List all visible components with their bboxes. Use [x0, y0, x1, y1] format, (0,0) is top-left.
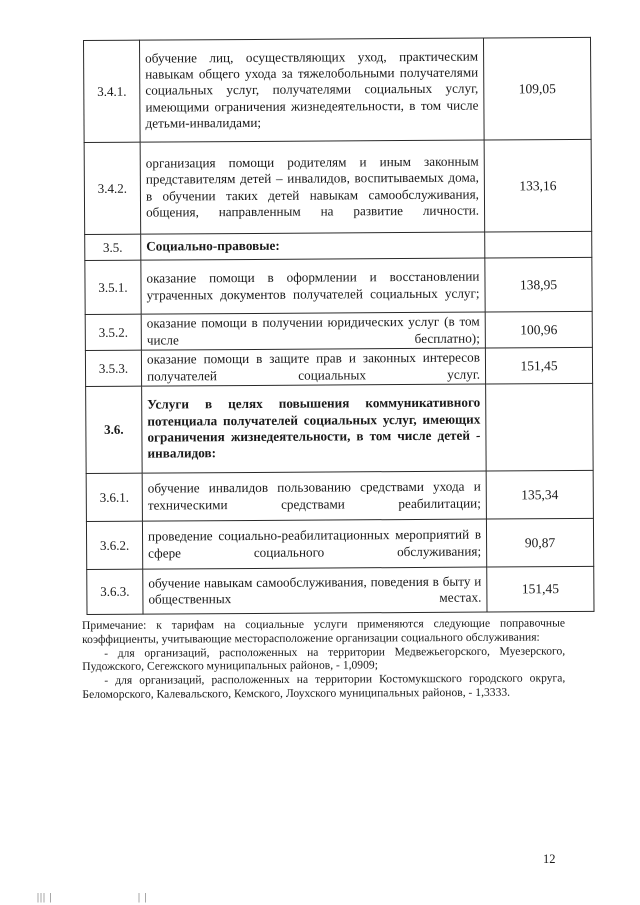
- row-tariff-value: 100,96: [485, 311, 592, 348]
- row-tariff-value: 151,45: [485, 347, 592, 384]
- section-heading: Социально-правовые:: [141, 232, 485, 260]
- note-item-2: - для организаций, расположенных на территории Костомукшского городского округа, Беломорского, Калевальского, Кемского, Лоухского муниципальных районов, - 1,3333.: [82, 671, 566, 701]
- section-number: 3.6.: [86, 386, 143, 473]
- table-row-section: [86, 383, 594, 473]
- row-number: 3.5.3.: [85, 350, 141, 386]
- tariff-table: [83, 37, 595, 615]
- row-tariff-value: 109,05: [483, 37, 591, 140]
- row-tariff-value: 151,45: [487, 566, 594, 612]
- table-row: [86, 518, 593, 569]
- scan-mark: ||| |: [37, 892, 53, 903]
- row-number: 3.6.1.: [86, 473, 142, 521]
- row-tariff-value: [485, 231, 592, 258]
- row-tariff-value: [486, 383, 594, 471]
- row-description: обучение лиц, осуществляющих уход, практическим навыкам общего ухода за тяжелобольными получателями социальных услуг, получателями социальных услуг, имеющими ограничения жизнедеятельности, в том числе детьми-инвалидами;: [140, 38, 485, 142]
- note-intro: Примечание: к тарифам на социальные услуги применяются следующие поправочные коэффициенты, учитывающие месторасположение организации социального обслуживания:: [82, 616, 566, 646]
- row-number: 3.5.1.: [85, 260, 141, 314]
- scan-marks: [37, 892, 230, 903]
- row-description: обучение инвалидов пользованию средствами ухода и техническими средствами реабилитации;: [142, 471, 486, 521]
- row-tariff-value: 133,16: [484, 139, 592, 232]
- row-description: проведение социально-реабилитационных мероприятий в сфере социального обслуживания;: [142, 519, 486, 569]
- table-row: [85, 257, 592, 314]
- row-description: организация помощи родителям и иным законным представителям детей – инвалидов, воспитываемых дома, в обучении таких детей навыкам самообслуживания, общения, направленным на развитие личности.: [140, 140, 485, 234]
- section-number: 3.5.: [85, 234, 141, 260]
- row-tariff-value: 90,87: [486, 518, 593, 567]
- table-row: [85, 347, 592, 386]
- row-number: 3.5.2.: [85, 314, 141, 350]
- page-number: 12: [543, 852, 556, 866]
- row-tariff-value: 135,34: [486, 470, 593, 519]
- row-number: 3.4.1.: [84, 40, 141, 142]
- row-number: 3.6.2.: [86, 521, 142, 569]
- table-row: [86, 470, 593, 521]
- table-row: [84, 139, 592, 234]
- note-item-1: - для организаций, расположенных на территории Медвежьегорского, Муезерского, Пудожского, Сегежского муниципальных районов, - 1,0909;: [82, 644, 566, 674]
- table-row: [84, 37, 592, 142]
- row-tariff-value: 138,95: [485, 257, 592, 312]
- tariff-note: [82, 616, 565, 701]
- table-row: [87, 566, 594, 614]
- table-row: [85, 311, 592, 350]
- row-description: оказание помощи в получении юридических услуг (в том числе бесплатно);: [141, 312, 485, 350]
- scan-mark: | |: [138, 892, 148, 903]
- row-description: оказание помощи в защите прав и законных интересов получателей социальных услуг.: [141, 348, 485, 386]
- section-heading: Услуги в целях повышения коммуникативного потенциала получателей социальных услуг, имеющих ограничения жизнедеятельности, в том числе детей - инвалидов:: [142, 384, 487, 473]
- row-description: обучение навыкам самообслуживания, поведения в быту и общественных местах.: [143, 567, 487, 614]
- row-number: 3.6.3.: [87, 569, 143, 614]
- row-number: 3.4.2.: [84, 142, 141, 234]
- row-description: оказание помощи в оформлении и восстановлении утраченных документов получателей социальных услуг;: [141, 258, 485, 314]
- table-row-section: [85, 231, 592, 260]
